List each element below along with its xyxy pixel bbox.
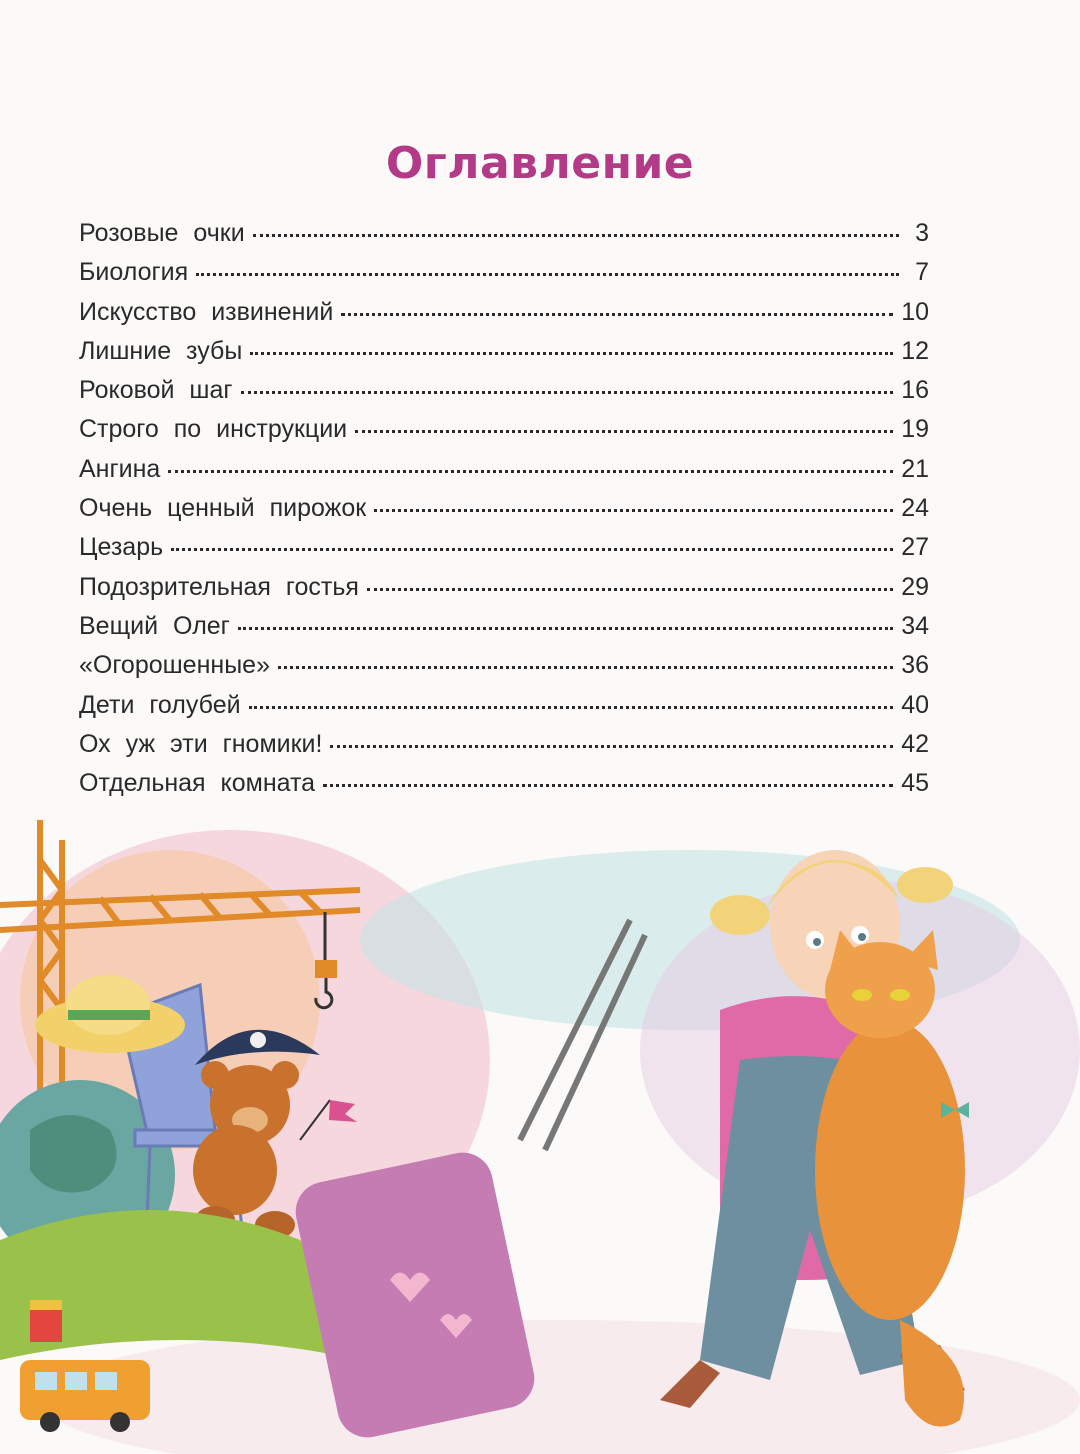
toc-page-number: 24 — [901, 494, 929, 523]
toc-leader-dots — [278, 665, 893, 669]
toy-cube-top — [30, 1300, 62, 1310]
toc-row — [79, 573, 929, 612]
hat-badge — [250, 1032, 266, 1048]
toc-row — [79, 258, 929, 297]
hat-ribbon — [68, 1010, 150, 1020]
toc-label: Очень ценный пирожок — [79, 494, 367, 523]
toc-leader-dots — [168, 469, 893, 473]
toc-page-number: 34 — [901, 611, 929, 640]
toc-page-number: 19 — [901, 415, 929, 444]
toy-cube — [30, 1310, 62, 1342]
toc-label: «Огорошенные» — [79, 651, 270, 680]
toc-leader-dots — [253, 233, 899, 237]
toc-leader-dots — [330, 744, 893, 748]
toc-leader-dots — [374, 508, 893, 512]
toc-page-number: 42 — [901, 729, 929, 758]
toc-page-number: 12 — [901, 336, 929, 365]
toc-leader-dots — [367, 587, 893, 591]
toc-row — [79, 337, 929, 376]
illustration — [0, 800, 1080, 1454]
toc-page-number: 29 — [901, 572, 929, 601]
toc-row — [79, 533, 929, 572]
toc-label: Розовые очки — [79, 219, 245, 247]
toc-row — [79, 298, 929, 337]
toc-leader-dots — [355, 429, 893, 433]
toc-label: Биология — [79, 258, 189, 287]
toc-page-number: 16 — [901, 376, 929, 405]
toc-row — [79, 415, 929, 454]
toc-page-number: 7 — [915, 258, 929, 287]
toc-page-number: 10 — [901, 297, 929, 326]
toc-label: Лишние зубы — [79, 336, 243, 365]
page-title: Оглавление — [385, 138, 695, 189]
toc-row — [79, 612, 929, 651]
table-of-contents — [79, 219, 929, 808]
toc-leader-dots — [249, 705, 894, 709]
toc-leader-dots — [341, 312, 893, 316]
toc-label: Вещий Олег — [79, 611, 230, 640]
toc-row — [79, 651, 929, 690]
toc-row — [79, 455, 929, 494]
toc-leader-dots — [241, 390, 894, 394]
toc-page-number: 40 — [901, 690, 929, 719]
hat-crown — [66, 975, 150, 1035]
toc-leader-dots — [171, 547, 893, 551]
toc-label: Отдельная комната — [79, 769, 316, 798]
toc-leader-dots — [323, 783, 893, 787]
crane-hook-block — [315, 960, 337, 978]
toc-label: Подозрительная гостья — [79, 572, 359, 601]
toc-label: Цезарь — [79, 533, 164, 562]
toc-label: Строго по инструкции — [79, 415, 348, 444]
toc-page-number: 3 — [915, 219, 929, 247]
toc-page-number: 27 — [901, 533, 929, 562]
globe-continent — [30, 1115, 117, 1193]
toc-row — [79, 494, 929, 533]
toc-label: Искусство извинений — [79, 297, 334, 326]
toc-label: Ангина — [79, 454, 161, 483]
toc-label: Дети голубей — [79, 690, 241, 719]
toc-row — [79, 376, 929, 415]
toc-page-number: 21 — [901, 454, 929, 483]
toc-label: Роковой шаг — [79, 376, 233, 405]
toc-row — [79, 691, 929, 730]
toc-leader-dots — [238, 626, 893, 630]
toc-label: Ох уж эти гномики! — [79, 729, 323, 758]
toc-row — [79, 730, 929, 769]
toc-page-number: 45 — [901, 769, 929, 798]
toc-page-number: 36 — [901, 651, 929, 680]
toc-leader-dots — [196, 272, 899, 276]
toc-leader-dots — [250, 351, 893, 355]
toc-row — [79, 219, 929, 258]
